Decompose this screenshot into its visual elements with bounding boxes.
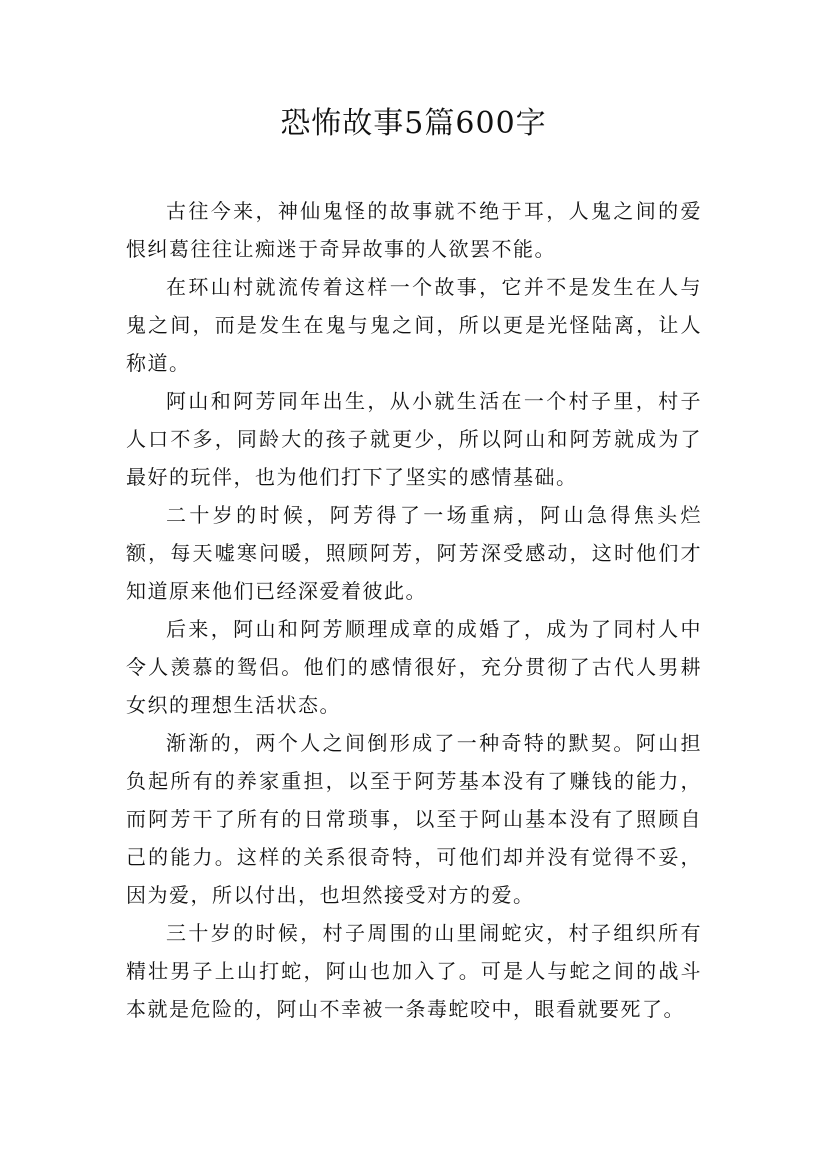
paragraph-3: 阿山和阿芳同年出生，从小就生活在一个村子里，村子人口不多，同龄大的孩子就更少，所以阿山和阿芳就成为了最好的玩伴，也为他们打下了坚实的感情基础。 bbox=[126, 389, 702, 489]
paragraph-6: 渐渐的，两个人之间倒形成了一种奇特的默契。阿山担负起所有的养家重担，以至于阿芳基本没有了赚钱的能力，而阿芳干了所有的日常琐事，以至于阿山基本没有了照顾自己的能力。这样的关系很奇特，可他们却并没有觉得不妥，因为爱，所以付出，也坦然接受对方的爱。 bbox=[126, 731, 702, 907]
paragraph-2: 在环山村就流传着这样一个故事，它并不是发生在人与鬼之间，而是发生在鬼与鬼之间，所以更是光怪陆离，让人称道。 bbox=[126, 275, 702, 375]
paragraph-5: 后来，阿山和阿芳顺理成章的成婚了，成为了同村人中令人羡慕的鸳侣。他们的感情很好，充分贯彻了古代人男耕女织的理想生活状态。 bbox=[126, 617, 702, 717]
document-title: 恐怖故事5篇600字 bbox=[280, 106, 547, 141]
paragraph-4: 二十岁的时候，阿芳得了一场重病，阿山急得焦头烂额，每天嘘寒问暖，照顾阿芳，阿芳深受感动，这时他们才知道原来他们已经深爱着彼此。 bbox=[126, 503, 702, 603]
paragraph-1: 古往今来，神仙鬼怪的故事就不绝于耳，人鬼之间的爱恨纠葛往往让痴迷于奇异故事的人欲罢不能。 bbox=[126, 199, 702, 261]
paragraph-7: 三十岁的时候，村子周围的山里闹蛇灾，村子组织所有精壮男子上山打蛇，阿山也加入了。可是人与蛇之间的战斗本就是危险的，阿山不幸被一条毒蛇咬中，眼看就要死了。 bbox=[126, 921, 702, 1021]
document-body bbox=[126, 192, 702, 1028]
